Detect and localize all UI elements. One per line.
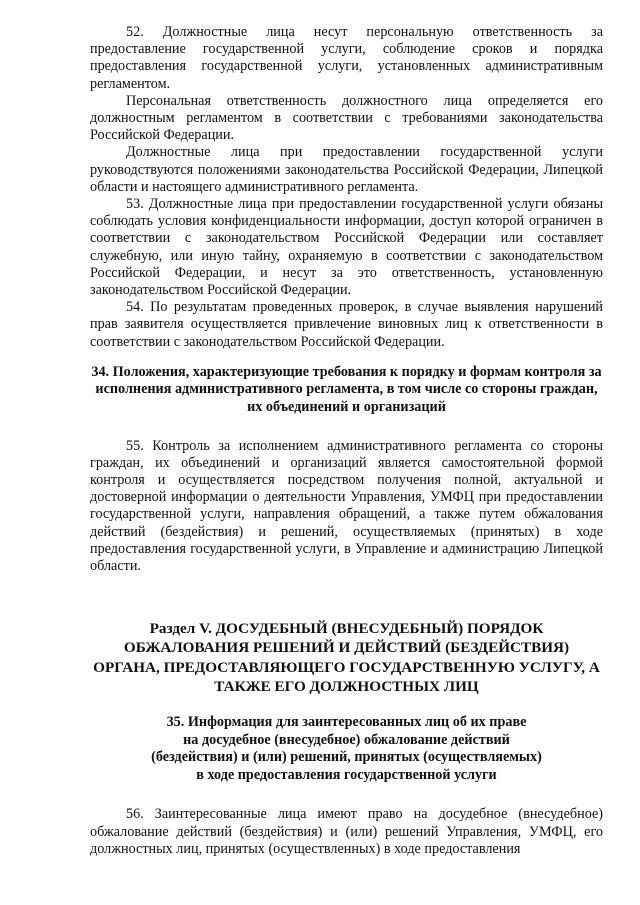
document-page (90, 24, 603, 858)
heading-35-line-2: на досудебное (внесудебное) обжалование действий (183, 731, 510, 748)
section-5-line-3: ОРГАНА, ПРЕДОСТАВЛЯЮЩЕГО ГОСУДАРСТВЕННУЮ УСЛУГУ, А (93, 658, 600, 676)
paragraph-56: 56. Заинтересованные лица имеют право на досудебное (внесудебное) обжалование действий (бездействия) и (или) решений Управления, УМФЦ, его должностных лиц, принятых (осуществленных) в ходе предоставления (90, 806, 603, 857)
heading-35-line-4: в ходе предоставления государственной услуги (196, 766, 497, 783)
heading-35-line-1: 35. Информация для заинтересованных лиц об их праве (166, 714, 527, 731)
heading-35-line-3: (бездействия) и (или) решений, принятых (осуществляемых) (151, 749, 542, 766)
paragraph-52: 52. Должностные лица несут персональную ответственность за предоставление государственной услуги, соблюдение сроков и порядка предоставления государственной услуги, установленных административным регламентом. (90, 24, 603, 92)
paragraph-55: 55. Контроль за исполнением административного регламента со стороны граждан, их объединений и организаций является самостоятельной формой контроля и осуществляется посредством получения полной, актуальной и достоверной информации о деятельности Управления, УМФЦ при предоставлении государственной услуги, направления обращений, а также путем обжалования действий (бездействия) и решений, осуществляемых (принятых) в ходе предоставления государственной услуги, в Управление и администрацию Липецкой области. (90, 437, 603, 575)
section-5-line-4: ТАКЖЕ ЕГО ДОЛЖНОСТНЫХ ЛИЦ (214, 677, 479, 695)
paragraph-officials-guided: Должностные лица при предоставлении государственной услуги руководствуются положениями законодательства Российской Федерации, Липецкой области и настоящего административного регламента. (90, 144, 603, 195)
section-5-title (90, 619, 603, 696)
section-5-line-1: Раздел V. ДОСУДЕБНЫЙ (ВНЕСУДЕБНЫЙ) ПОРЯДОК (149, 620, 544, 638)
heading-35 (90, 714, 603, 784)
paragraph-personal-responsibility: Персональная ответственность должностного лица определяется его должностным регламентом в соответствии с требованиями законодательства Российской Федерации. (90, 92, 603, 144)
paragraph-53: 53. Должностные лица при предоставлении государственной услуги обязаны соблюдать условия конфиденциальности информации, доступ которой ограничен в соответствии с законодательством Российской Федерации или составляет служебную, или иную тайну, охраняемую в соответствии с законодательством Российской Федерации, и несут за это ответственность, установленную законодательством Российской Федерации. (90, 196, 603, 299)
heading-34: 34. Положения, характеризующие требования к порядку и формам контроля за исполнения административного регламента, в том числе со стороны граждан, их объединений и организаций (91, 363, 602, 416)
section-5-line-2: ОБЖАЛОВАНИЯ РЕШЕНИЙ И ДЕЙСТВИЙ (БЕЗДЕЙСТВИЯ) (123, 639, 570, 657)
paragraph-54: 54. По результатам проведенных проверок, в случае выявления нарушений прав заявителя осуществляется привлечение виновных лиц к ответственности в соответствии с законодательством Российской Федерации. (90, 299, 603, 350)
